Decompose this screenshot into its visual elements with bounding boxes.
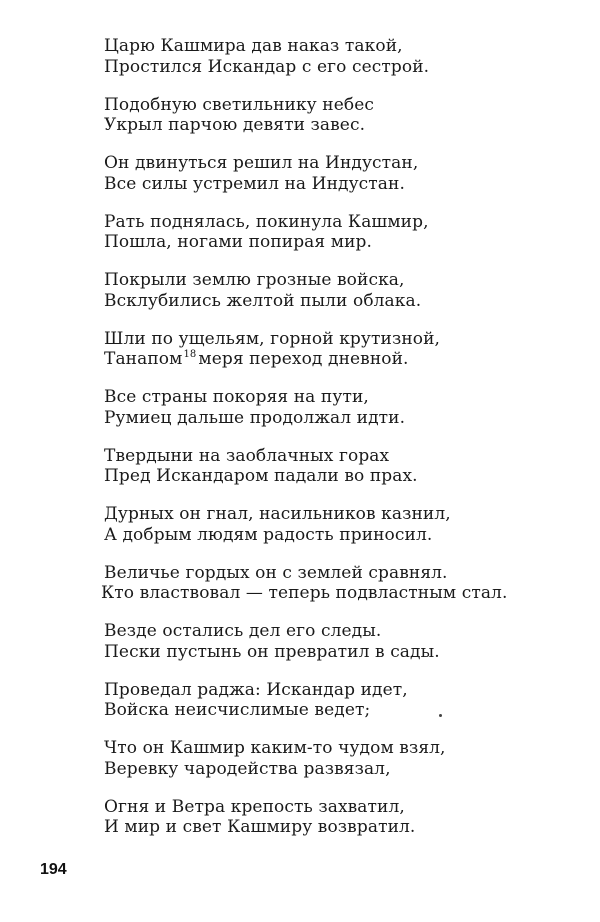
verse-fragment: меря переход дневной. bbox=[198, 349, 409, 369]
stanza bbox=[104, 95, 574, 136]
stanza bbox=[104, 212, 574, 253]
verse-line: И мир и свет Кашмиру возвратил. bbox=[104, 817, 416, 837]
verse-line: Укрыл парчою девяти завес. bbox=[104, 115, 366, 135]
verse-line: Огня и Ветра крепость захватил, bbox=[104, 796, 405, 817]
verse-line: Кто властвовал — теперь подвластным стал. bbox=[101, 583, 508, 603]
verse-line: Рать поднялась, покинула Кашмир, bbox=[104, 211, 429, 232]
verse-line: Везде остались дел его следы. bbox=[104, 621, 382, 641]
verse-line: Пред Искандаром падали во прах. bbox=[104, 466, 418, 486]
poem-body bbox=[101, 36, 574, 855]
verse-line: Твердыни на заоблачных горах bbox=[104, 445, 390, 466]
verse-line: Он двинуться решил на Индустан, bbox=[104, 153, 419, 173]
verse-line: Подобную светильнику небес bbox=[104, 94, 374, 115]
stanza bbox=[104, 504, 574, 545]
stanza bbox=[104, 621, 574, 662]
verse-line: Шли по ущельям, горной крутизной, bbox=[104, 328, 441, 349]
verse-line: Покрыли землю грозные войска, bbox=[104, 270, 405, 290]
stanza bbox=[104, 797, 574, 838]
page-number: 194 bbox=[40, 861, 67, 878]
verse-line: Все страны покоряя на пути, bbox=[104, 387, 369, 407]
verse-line: Царю Кашмира дав наказ такой, bbox=[104, 36, 403, 56]
stanza bbox=[104, 153, 574, 194]
stanza bbox=[104, 270, 574, 311]
verse-line: Все силы устремил на Индустан. bbox=[104, 173, 405, 194]
verse-line: Румиец дальше продолжал идти. bbox=[104, 407, 406, 428]
verse-line: Величье гордых он с землей сравнял. bbox=[104, 562, 448, 583]
verse-line-with-footnote bbox=[104, 349, 574, 370]
stanza bbox=[101, 562, 574, 604]
verse-fragment: Танапом bbox=[104, 349, 183, 369]
footnote-marker[interactable]: 18 bbox=[183, 349, 197, 361]
verse-line: Простился Искандар с его сестрой. bbox=[104, 56, 430, 77]
verse-line: Войска неисчислимые ведет; bbox=[104, 700, 371, 720]
stanza bbox=[104, 387, 574, 428]
stanza bbox=[104, 446, 574, 487]
stanza bbox=[104, 36, 574, 77]
stanza bbox=[104, 738, 574, 779]
verse-line: Всклубились желтой пыли облака. bbox=[104, 290, 422, 311]
verse-line: Дурных он гнал, насильников казнил, bbox=[104, 504, 451, 524]
verse-line: Что он Кашмир каким-то чудом взял, bbox=[104, 738, 446, 758]
print-speck bbox=[439, 714, 442, 717]
verse-line: А добрым людям радость приносил. bbox=[104, 524, 433, 545]
verse-line: Веревку чародейства развязал, bbox=[104, 758, 391, 779]
verse-line: Проведал раджа: Искандар идет, bbox=[104, 679, 408, 700]
stanza bbox=[104, 680, 574, 721]
verse-line: Пошла, ногами попирая мир. bbox=[104, 232, 372, 252]
stanza bbox=[104, 329, 574, 370]
verse-line: Пески пустынь он превратил в сады. bbox=[104, 641, 440, 662]
